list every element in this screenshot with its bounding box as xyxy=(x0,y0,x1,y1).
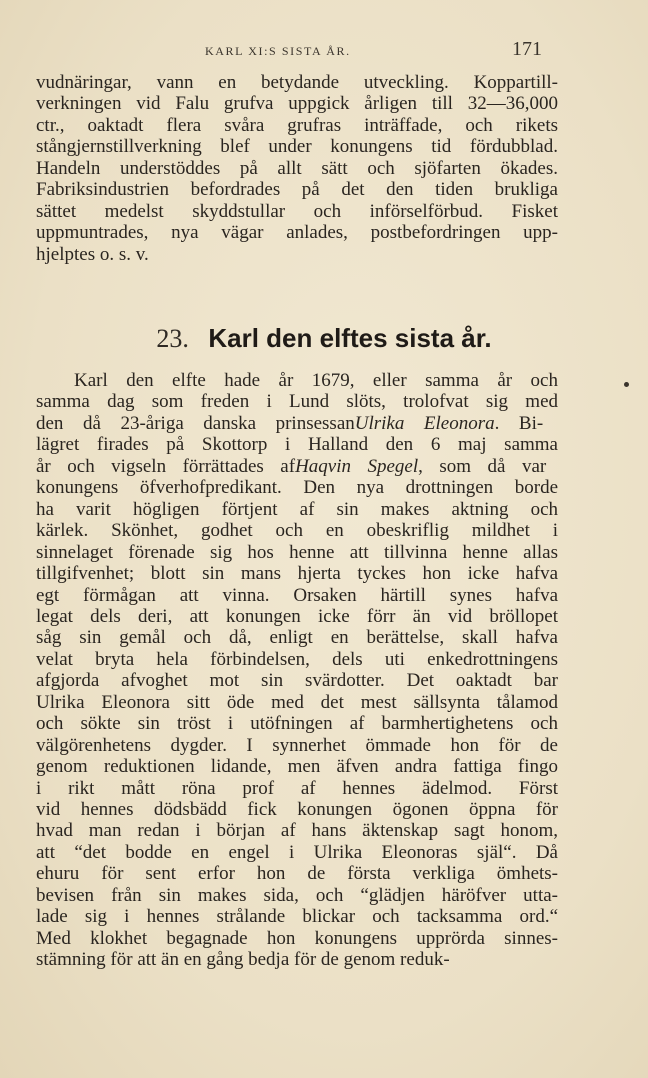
line-text xyxy=(36,713,558,735)
text-line xyxy=(36,670,558,692)
line-text xyxy=(36,391,558,413)
line-text xyxy=(36,885,558,907)
line-text xyxy=(36,649,558,671)
line-text xyxy=(36,499,558,521)
text-line xyxy=(36,928,558,950)
text-line xyxy=(36,413,543,435)
text-run: tillgifvenhet; blott sin mans hjerta tyckes hon icke hafva xyxy=(36,563,558,585)
text-run: vid hennes dödsbädd fick konungen ögonen öppna för xyxy=(36,799,558,820)
line-text xyxy=(36,820,558,842)
text-line xyxy=(36,649,558,671)
line-text xyxy=(36,456,546,478)
text-line xyxy=(36,72,558,94)
section-number: 23. xyxy=(156,324,189,353)
text-line xyxy=(36,735,558,757)
text-run: och sökte sin tröst i utöfningen af barmhertighetens och xyxy=(36,713,558,735)
line-text xyxy=(36,928,558,950)
line-text xyxy=(36,906,558,928)
text-line xyxy=(36,627,558,649)
margin-mark xyxy=(624,382,629,387)
line-text xyxy=(74,370,558,392)
line-text: uppmuntrades, nya vägar anlades, postbefordringen upp- xyxy=(36,222,558,244)
line-text xyxy=(36,735,558,757)
text-run: , som då var xyxy=(418,455,547,477)
text-run: egt förmågan att vinna. Orsaken härtill synes hafva xyxy=(36,584,558,606)
text-line xyxy=(36,391,558,413)
text-run: den då 23-åriga danska prinsessan xyxy=(36,412,355,434)
text-line xyxy=(36,606,558,628)
text-line xyxy=(36,885,558,907)
text-run: i rikt mått röna prof af hennes ädelmod. Först xyxy=(36,777,558,799)
line-text xyxy=(36,477,558,499)
line-text xyxy=(36,949,450,971)
text-line xyxy=(36,477,558,499)
line-text: sättet medelst skyddstullar och införselförbud. Fisket xyxy=(36,200,558,222)
line-text xyxy=(36,863,558,885)
line-text: Handeln understöddes på allt sätt och sjöfarten ökades. xyxy=(36,157,558,179)
line-text xyxy=(36,413,543,435)
line-text: ctr., oaktadt flera svåra grufras inträffade, och rikets xyxy=(36,114,558,136)
text-run: lägret firades på Skottorp i Halland den 6 maj samma xyxy=(36,434,558,456)
text-line xyxy=(36,778,558,800)
line-text xyxy=(36,778,558,800)
line-text xyxy=(36,606,558,628)
text-line xyxy=(36,93,558,115)
text-run: velat bryta hela förbindelsen, dels uti enkedrottningens xyxy=(36,648,558,670)
text-line xyxy=(36,520,558,542)
text-line xyxy=(36,222,558,244)
text-line xyxy=(36,863,558,885)
text-line xyxy=(36,713,558,735)
section-heading xyxy=(0,318,648,358)
text-line xyxy=(36,115,558,137)
text-line xyxy=(36,692,558,714)
text-line xyxy=(36,542,558,564)
text-run: legat dels deri, att konungen icke förr än vid bröllopet xyxy=(36,605,558,627)
text-line xyxy=(36,906,558,928)
text-line xyxy=(36,499,558,521)
line-text xyxy=(36,520,558,542)
text-line xyxy=(36,201,558,223)
line-text: verkningen vid Falu grufva uppgick årligen till 32—36,000 xyxy=(36,93,558,115)
text-run: kärlek. Skönhet, godhet och en obeskriflig mildhet i xyxy=(36,520,558,542)
text-run: bevisen från sin makes sida, och “glädjen häröfver utta- xyxy=(36,884,558,906)
text-line xyxy=(36,179,558,201)
text-line xyxy=(36,563,558,585)
line-text xyxy=(36,627,558,649)
line-text xyxy=(36,585,558,607)
text-run: såg sin gemål och då, enligt en berättelse, skall hafva xyxy=(36,627,558,649)
text-line xyxy=(36,158,558,180)
text-run: Karl den elfte hade år 1679, eller samma år och xyxy=(74,370,558,391)
page-number: 171 xyxy=(512,38,542,60)
text-line xyxy=(36,434,558,456)
text-line xyxy=(36,585,558,607)
text-line xyxy=(36,820,558,842)
italic-name: Haqvin Spegel xyxy=(295,455,419,477)
text-line xyxy=(36,949,450,971)
text-run: välgörenhetens dygder. I synnerhet ömmade hon för de xyxy=(36,734,558,756)
line-text xyxy=(36,563,558,585)
text-line xyxy=(36,136,558,158)
text-run: samma dag som freden i Lund slöts, trolofvat sig med xyxy=(36,391,558,413)
line-text xyxy=(36,692,558,714)
running-title: KARL XI:S SISTA ÅR. xyxy=(205,44,351,58)
line-text xyxy=(36,799,558,821)
text-run: att “det bodde en engel i Ulrika Eleonoras själ“. Då xyxy=(36,841,558,863)
text-run: Ulrika Eleonora sitt öde med det mest sällsynta tålamod xyxy=(36,691,558,713)
text-line xyxy=(36,842,558,864)
text-line xyxy=(36,756,558,778)
italic-name: Ulrika Eleonora xyxy=(354,412,495,434)
text-run: konungens öfverhofpredikant. Den nya drottningen borde xyxy=(36,477,558,499)
text-line xyxy=(36,244,149,266)
line-text: hjelptes o. s. v. xyxy=(36,243,149,265)
text-run: år och vigseln förrättades af xyxy=(36,455,296,477)
line-text xyxy=(36,842,558,864)
line-text: Fabriksindustrien befordrades på det den tiden brukliga xyxy=(36,179,558,201)
text-run: ha varit högligen förtjent af sin makes aktning och xyxy=(36,498,558,520)
text-run: Med klokhet begagnade hon konungens upprörda sinnes- xyxy=(36,927,558,949)
line-text xyxy=(36,670,558,692)
text-run: afgjorda afvoghet mot sin svärdotter. Det oaktadt bar xyxy=(36,670,558,692)
text-line xyxy=(36,799,558,821)
text-run: lade sig i hennes strålande blickar och tacksamma ord.“ xyxy=(36,906,558,928)
line-text xyxy=(36,542,558,564)
text-line xyxy=(74,370,558,392)
line-text: stångjernstillverkning blef under konungens tid fördubblad. xyxy=(36,136,558,158)
text-run: hvad man redan i början af hans äktenskap sagt honom, xyxy=(36,820,558,842)
line-text: vudnäringar, vann en betydande utveckling. Koppartill- xyxy=(36,72,558,93)
text-run: stämning för att än en gång bedja för de genom reduk- xyxy=(36,949,450,971)
text-run: genom reduktionen lidande, men äfven andra fattiga fingo xyxy=(36,756,558,778)
line-text xyxy=(36,756,558,778)
section-title: Karl den elftes sista år. xyxy=(208,323,492,353)
text-run: . Bi- xyxy=(494,412,544,434)
line-text xyxy=(36,434,558,456)
text-run: ehuru för sent erfor hon de första verkliga ömhets- xyxy=(36,863,558,885)
running-head xyxy=(0,38,648,62)
text-line xyxy=(36,456,546,478)
text-run: sinnelaget förenade sig hos henne att tillvinna henne allas xyxy=(36,541,558,563)
